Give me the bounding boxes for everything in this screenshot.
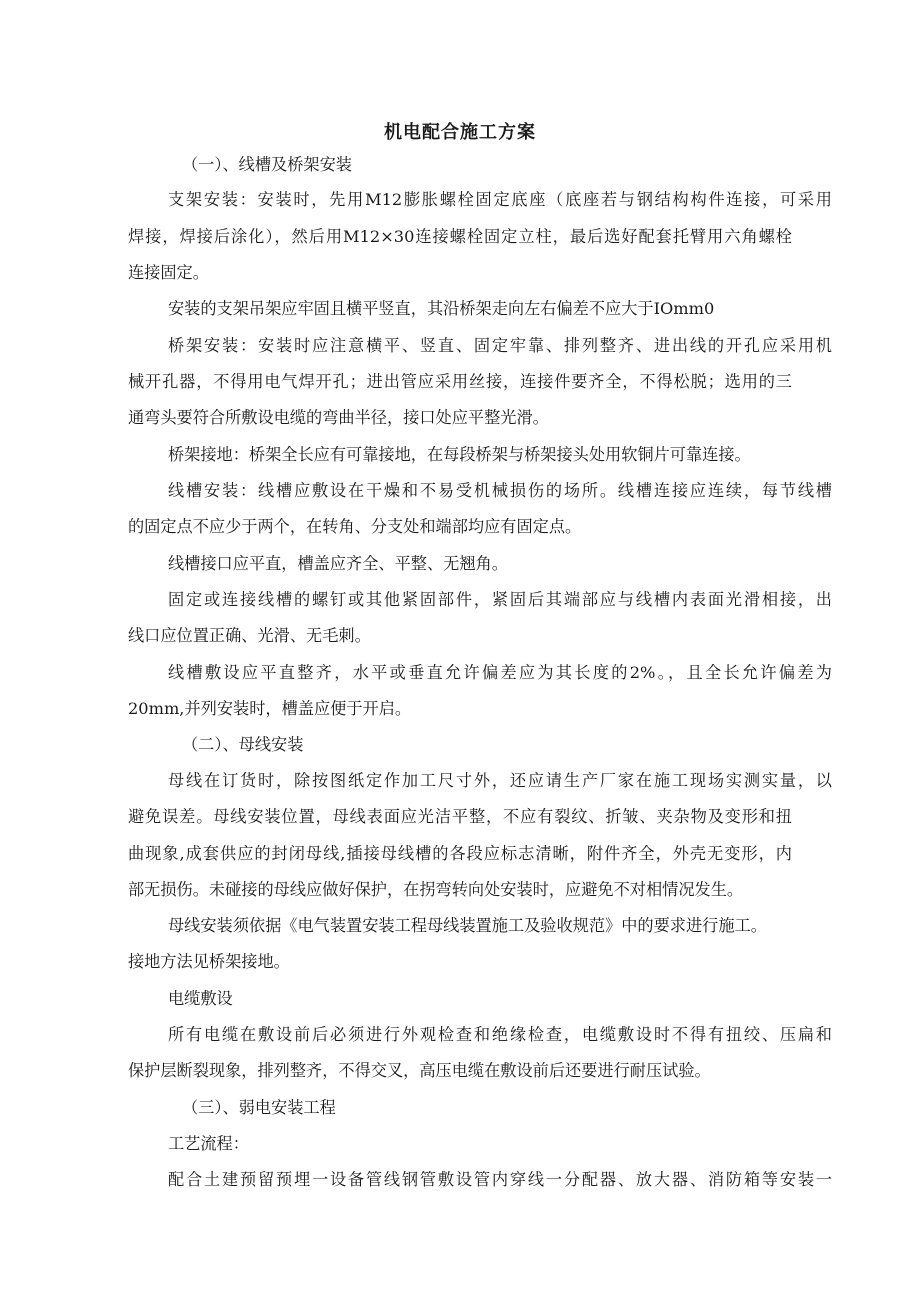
- paragraph-line: 线口应位置正确、光滑、无毛刺。: [128, 626, 371, 645]
- paragraph-line: 通弯头要符合所敷设电缆的弯曲半径，接口处应平整光滑。: [128, 408, 549, 427]
- section-heading-1: （一）、线槽及桥架安装: [182, 155, 352, 174]
- paragraph-line: 工艺流程：: [168, 1134, 249, 1153]
- paragraph-line: 安装的支架吊架应牢固且横平竖直，其沿桥架走向左右偏差不应大于IOmm0: [168, 299, 715, 318]
- section-heading-3: （三）、弱电安装工程: [182, 1098, 336, 1117]
- paragraph-line: 接地方法见桥架接地。: [128, 952, 290, 971]
- paragraph-line: 母线安装须依据《电气装置安装工程母线装置施工及验收规范》中的要求进行施工。: [168, 916, 767, 935]
- page-title: 机电配合施工方案: [384, 122, 536, 143]
- paragraph-line: 配合土建预留预埋一设备管线钢管敷设管内穿线一分配器、放大器、消防箱等安装一: [168, 1170, 832, 1189]
- paragraph-line: 桥架安装：安装时应注意横平、竖直、固定牢靠、排列整齐、进出线的开孔应采用机: [168, 336, 832, 355]
- paragraph-line: 焊接，焊接后涂化），然后用M12×30连接螺栓固定立柱，最后选好配套托臂用六角螺栓: [128, 227, 792, 246]
- paragraph-line: 连接固定。: [128, 263, 209, 282]
- paragraph-line: 20mm,并列安装时，槽盖应便于开启。: [128, 699, 412, 718]
- paragraph-line: 线槽接口应平直，槽盖应齐全、平整、无翘角。: [168, 554, 508, 573]
- paragraph-line: 桥架接地：桥架全长应有可靠接地，在每段桥架与桥架接头处用软铜片可靠连接。: [168, 445, 751, 464]
- paragraph-line: 支架安装：安装时，先用M12膨胀螺栓固定底座（底座若与钢结构构件连接，可采用: [168, 190, 832, 209]
- paragraph-line: 械开孔器，不得用电气焊开孔；进出管应采用丝接，连接件要齐全，不得松脱；选用的三: [128, 372, 792, 391]
- subsection-heading: 电缆敷设: [168, 989, 233, 1008]
- paragraph-line: 线槽安装：线槽应敷设在干燥和不易受机械损伤的场所。线槽连接应连续，每节线槽: [168, 481, 832, 500]
- paragraph-line: 保护层断裂现象，排列整齐，不得交叉，高压电缆在敷设前后还要进行耐压试验。: [128, 1061, 711, 1080]
- section-heading-2: （二）、母线安装: [182, 735, 304, 754]
- paragraph-line: 所有电缆在敷设前后必须进行外观检查和绝缘检查，电缆敷设时不得有扭绞、压扁和: [168, 1025, 832, 1044]
- paragraph-line: 避免误差。母线安装位置，母线表面应光洁平整，不应有裂纹、折皱、夹杂物及变形和扭: [128, 807, 792, 826]
- paragraph-line: 曲现象,成套供应的封闭母线,插接母线槽的各段应标志清晰，附件齐全，外壳无变形，内: [128, 844, 792, 863]
- paragraph-line: 的固定点不应少于两个，在转角、分支处和端部均应有固定点。: [128, 517, 582, 536]
- paragraph-line: 部无损伤。未碰接的母线应做好保护，在拐弯转向处安装时，应避免不对相情况发生。: [128, 880, 744, 899]
- paragraph-line: 线槽敷设应平直整齐，水平或垂直允许偏差应为其长度的2%。，且全长允许偏差为: [168, 663, 832, 682]
- paragraph-line: 固定或连接线槽的螺钉或其他紧固部件，紧固后其端部应与线槽内表面光滑相接，出: [168, 590, 832, 609]
- paragraph-line: 母线在订货时，除按图纸定作加工尺寸外，还应请生产厂家在施工现场实测实量，以: [168, 771, 832, 790]
